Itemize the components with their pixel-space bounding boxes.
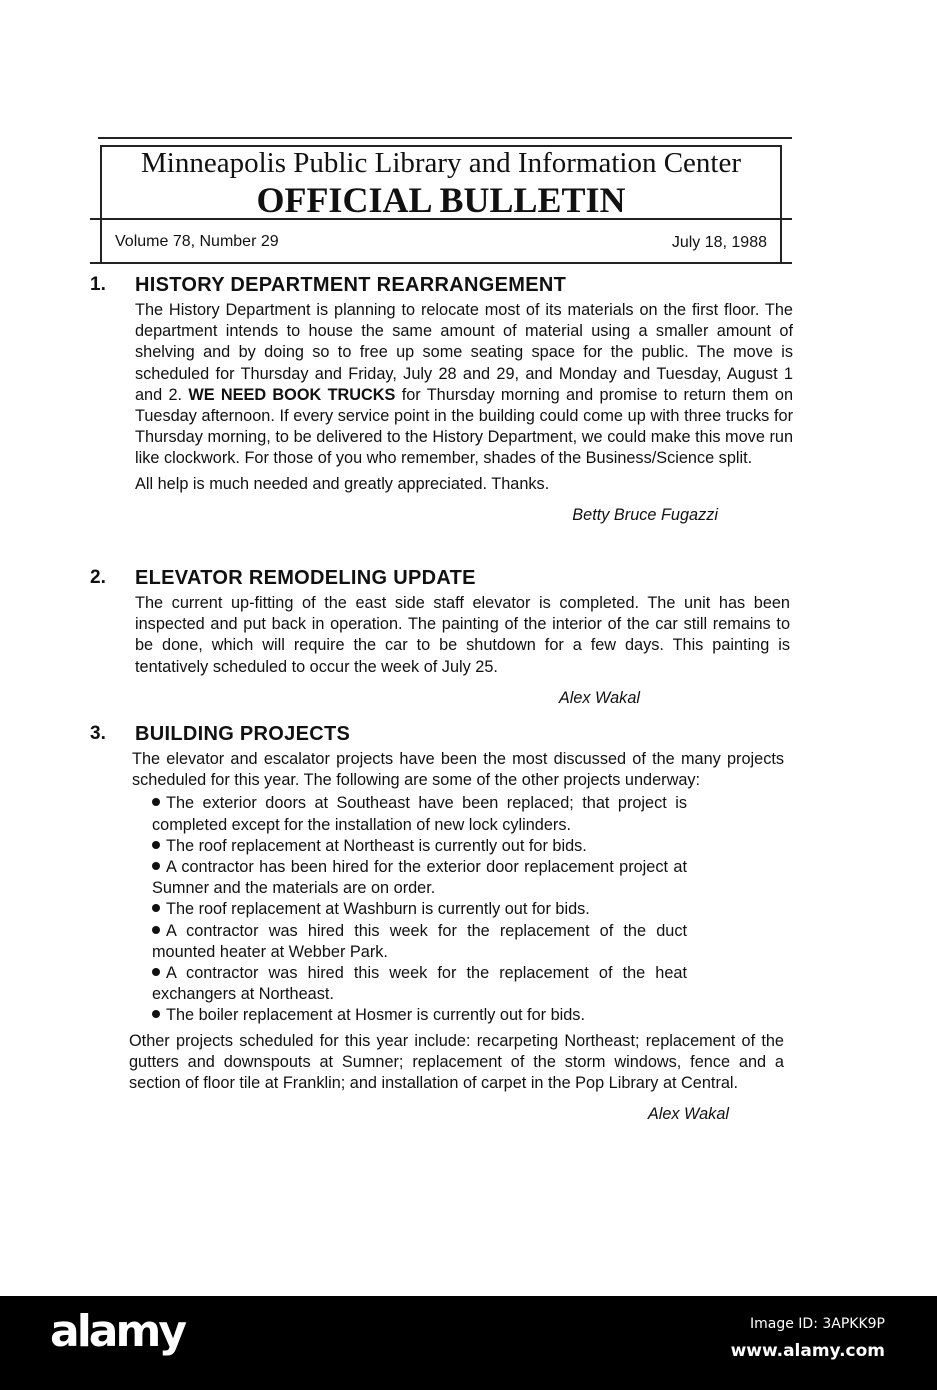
bullet-icon [152,798,160,806]
list-item [152,1005,687,1026]
text: The roof replacement at Northeast is currently out for bids. [166,836,587,855]
signature: Betty Bruce Fugazzi [572,505,718,524]
list-item [152,836,687,857]
list-item [152,793,687,835]
paragraph: The current up-fitting of the east side staff elevator is completed. The unit has been inspected and put back in operation. The painting of the interior of the car still remains to be done, which will require the car to be shutdown for a few days. This painting is tentatively scheduled to occur the week of July 25. [135,594,790,676]
section-number: 1. [90,274,106,295]
section-heading: BUILDING PROJECTS [135,723,351,745]
text: The History Department is planning to relocate most of its materials on the first floor. The department intends to house the same amount of material using a smaller amount of shelving and by doing so to free up some seating space for the public. The move is scheduled for Thursday and Friday, July 28 and 29, and Monday and Tuesday, August 1 and 2. [135,301,793,404]
signature: Alex Wakal [558,688,640,707]
bullet-icon [152,968,160,976]
masthead [90,137,792,262]
alamy-logo: alamy [50,1306,184,1357]
organization-name: Minneapolis Public Library and Information Center [141,147,741,179]
bulletin-title: OFFICIAL BULLETIN [256,180,626,220]
section-heading: HISTORY DEPARTMENT REARRANGEMENT [135,274,567,296]
text: for Thursday morning and promise to return them on Tuesday afternoon. If every service point in the building could come up with three trucks for Thursday morning, to be delivered to the History Department, we could make this move run like clockwork. For those of you who remember, shades of the Business/Science split. [135,385,793,468]
text: A contractor has been hired for the exterior door replacement project at Sumner and the materials are on order. [152,858,687,898]
list-item [152,921,687,963]
section-body [135,300,793,526]
project-list [152,793,687,1026]
issue-date: July 18, 1988 [671,234,767,251]
section-number: 2. [90,567,106,588]
bullet-icon [152,904,160,912]
section-body [129,749,784,1125]
website: www.alamy.com [730,1341,885,1361]
text: A contractor was hired this week for the replacement of the duct mounted heater at Webber Park. [152,921,687,961]
paragraph: All help is much needed and greatly appreciated. Thanks. [135,474,550,493]
emphasis: WE NEED BOOK TRUCKS [188,385,396,404]
paragraph: Other projects scheduled for this year include: recarpeting Northeast; replacement of the gutters and downspouts at Sumner; replacement of the storm windows, fence and a section of floor tile at Franklin; and installation of carpet in the Pop Library at Central. [129,1031,784,1093]
paragraph [135,300,793,470]
watermark-bar [0,1296,937,1390]
signature: Alex Wakal [647,1105,729,1124]
bullet-icon [152,862,160,870]
image-id: Image ID: 3APKK9P [749,1316,885,1332]
text: The roof replacement at Washburn is currently out for bids. [166,900,590,919]
rule [90,262,792,264]
list-item [152,899,687,920]
section-heading: ELEVATOR REMODELING UPDATE [135,567,476,589]
rule [98,137,792,139]
text: A contractor was hired this week for the replacement of the heat exchangers at Northeast. [152,964,687,1004]
section-body [135,593,790,709]
list-item [152,857,687,899]
list-item [152,963,687,1005]
paragraph: The elevator and escalator projects have been the most discussed of the many projects scheduled for this year. The following are some of the other projects underway: [132,750,784,790]
bullet-icon [152,1010,160,1018]
section-number: 3. [90,723,106,744]
text: The exterior doors at Southeast have been replaced; that project is completed except for the installation of new lock cylinders. [152,794,687,834]
bullet-icon [152,926,160,934]
bullet-icon [152,841,160,849]
volume-number: Volume 78, Number 29 [115,233,279,250]
text: The boiler replacement at Hosmer is currently out for bids. [166,1006,585,1025]
